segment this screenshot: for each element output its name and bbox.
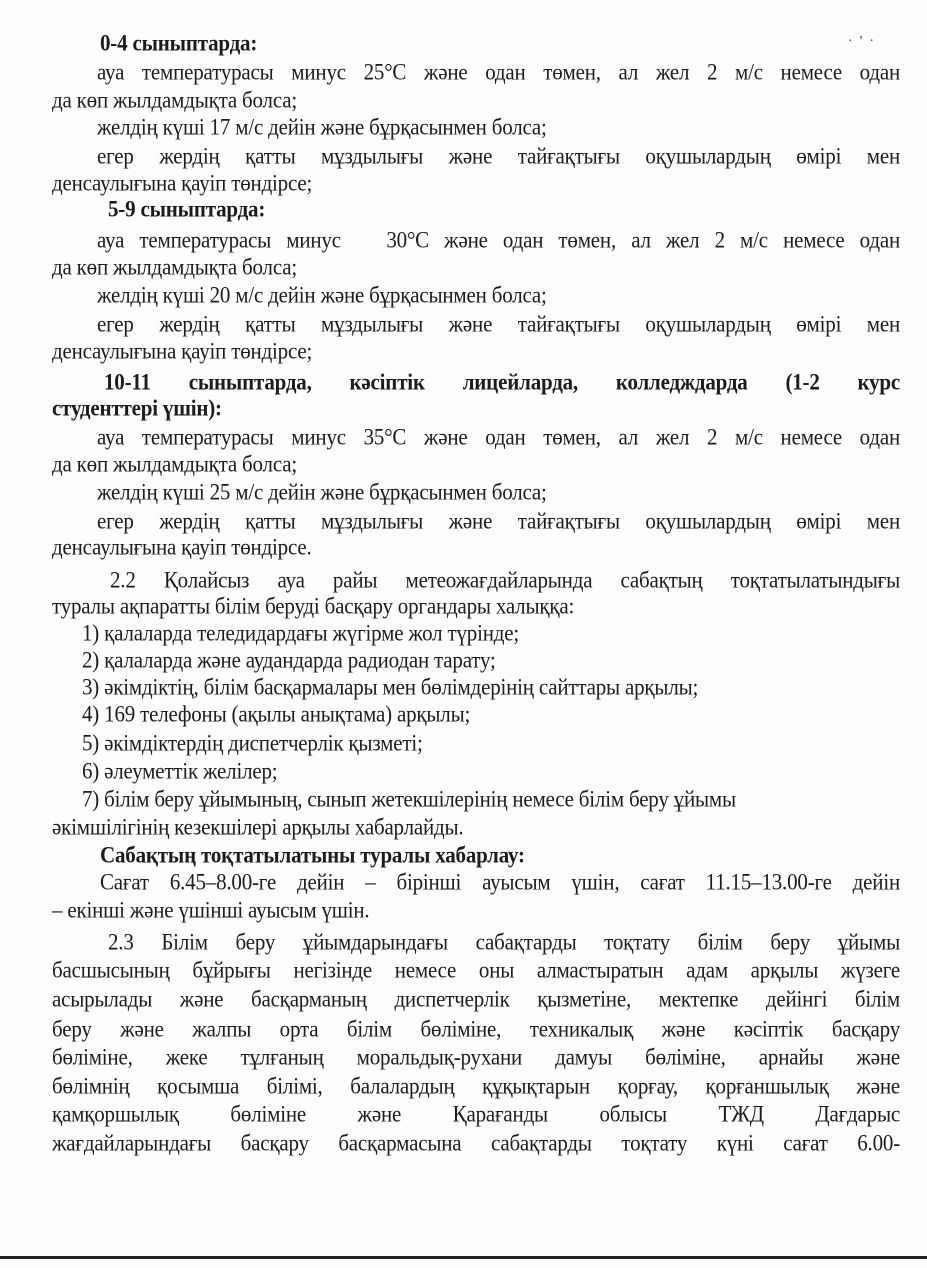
heading-grades-0-4: 0-4 сыныптарда: [100, 30, 258, 56]
text-line: желдің күші 20 м/с дейін және бұрқасынмен болса; [97, 282, 547, 308]
text-line: егер жердің қатты мұздылығы және тайғақтығы оқушылардың өмірі мен [97, 143, 900, 169]
text-line: ауа температурасы минус 25°С және одан төмен, ал жел 2 м/с немесе одан [97, 59, 900, 85]
section-2-3: 2.3 Білім беру ұйымдарындағы сабақтарды тоқтату білім беру ұйымы [108, 929, 900, 955]
text-line: ауа температурасы минус 35°С және одан төмен, ал жел 2 м/с немесе одан [97, 424, 900, 450]
heading-grades-5-9: 5-9 сыныптарда: [108, 196, 266, 222]
text-line: бөліміне, жеке тұлғаның моральдық-рухани дамуы бөліміне, арнайы және [52, 1044, 900, 1070]
list-item: 6) әлеуметтік желілер; [82, 758, 278, 784]
text-line: беру және жалпы орта білім бөліміне, техникалық және кәсіптік басқару [52, 1016, 900, 1042]
text-line: қамқоршылық бөліміне және Қарағанды облысы ТЖД Дағдарыс [52, 1101, 900, 1127]
text-line: ауа температурасы минус 30°С және одан төмен, ал жел 2 м/с немесе одан [97, 227, 900, 253]
list-item: 3) әкімдіктің, білім басқармалары мен бөлімдерінің сайттары арқылы; [82, 674, 699, 700]
list-item: 5) әкімдіктердің диспетчерлік қызметі; [82, 730, 423, 756]
text-line: басшысының бұйрығы негізінде немесе оны алмастыратын адам арқылы жүзеге [52, 957, 900, 983]
list-item: 1) қалаларда теледидардағы жүгірме жол түрінде; [82, 620, 519, 646]
text-line: әкімшілігінің кезекшілері арқылы хабарлайды. [52, 814, 464, 840]
text-line: желдің күші 25 м/с дейін және бұрқасынмен болса; [97, 479, 547, 505]
text-line: бөлімнің қосымша білімі, балалардың құқықтарын қорғау, қорғаншылық және [52, 1073, 900, 1099]
text-line: егер жердің қатты мұздылығы және тайғақтығы оқушылардың өмірі мен [97, 311, 900, 337]
scan-specks: ·ʼ· [848, 34, 880, 49]
text-line: денсаулығына қауіп төндірсе. [52, 534, 312, 560]
text-line: егер жердің қатты мұздылығы және тайғақтығы оқушылардың өмірі мен [97, 508, 900, 534]
page-bottom-edge [0, 1256, 927, 1259]
text-line: да көп жылдамдықта болса; [52, 87, 297, 113]
text-line: денсаулығына қауіп төндірсе; [52, 338, 313, 364]
text-line: туралы ақпаратты білім берудi басқару органдары халыққа: [52, 593, 575, 619]
text-line: да көп жылдамдықта болса; [52, 451, 297, 477]
text-line: да көп жылдамдықта болса; [52, 254, 297, 280]
heading-notification: Сабақтың тоқтатылатыны туралы хабарлау: [100, 842, 525, 868]
text-line: денсаулығына қауіп төндірсе; [52, 170, 313, 196]
text-line: асырылады және басқарманың диспетчерлік қызметіне, мектепке дейінгі білім [52, 986, 900, 1012]
text-line: Сағат 6.45–8.00-ге дейін – бірінші ауысым үшін, сағат 11.15–13.00-ге дейін [100, 869, 900, 895]
section-2-2: 2.2 Қолайсыз ауа райы метеожағдайларында сабақтың тоқтатылатындығы [110, 567, 900, 593]
text-line: желдің күші 17 м/с дейін және бұрқасынмен болса; [97, 114, 547, 140]
text-line: жағдайларындағы басқару басқармасына сабақтарды тоқтату күні сағат 6.00- [52, 1130, 900, 1156]
list-item: 2) қалаларда және аудандарда радиодан тарату; [82, 647, 496, 673]
heading-grades-10-11-cont: студенттері үшін): [52, 395, 222, 421]
list-item: 7) білім беру ұйымының, сынып жетекшілерінің немесе білім беру ұйымы [82, 786, 736, 812]
heading-grades-10-11: 10-11 сыныптарда, кәсіптік лицейларда, колледждарда (1-2 курс [104, 369, 900, 395]
list-item: 4) 169 телефоны (ақылы анықтама) арқылы; [82, 701, 471, 727]
text-line: – екінші және үшінші ауысым үшін. [52, 897, 370, 923]
